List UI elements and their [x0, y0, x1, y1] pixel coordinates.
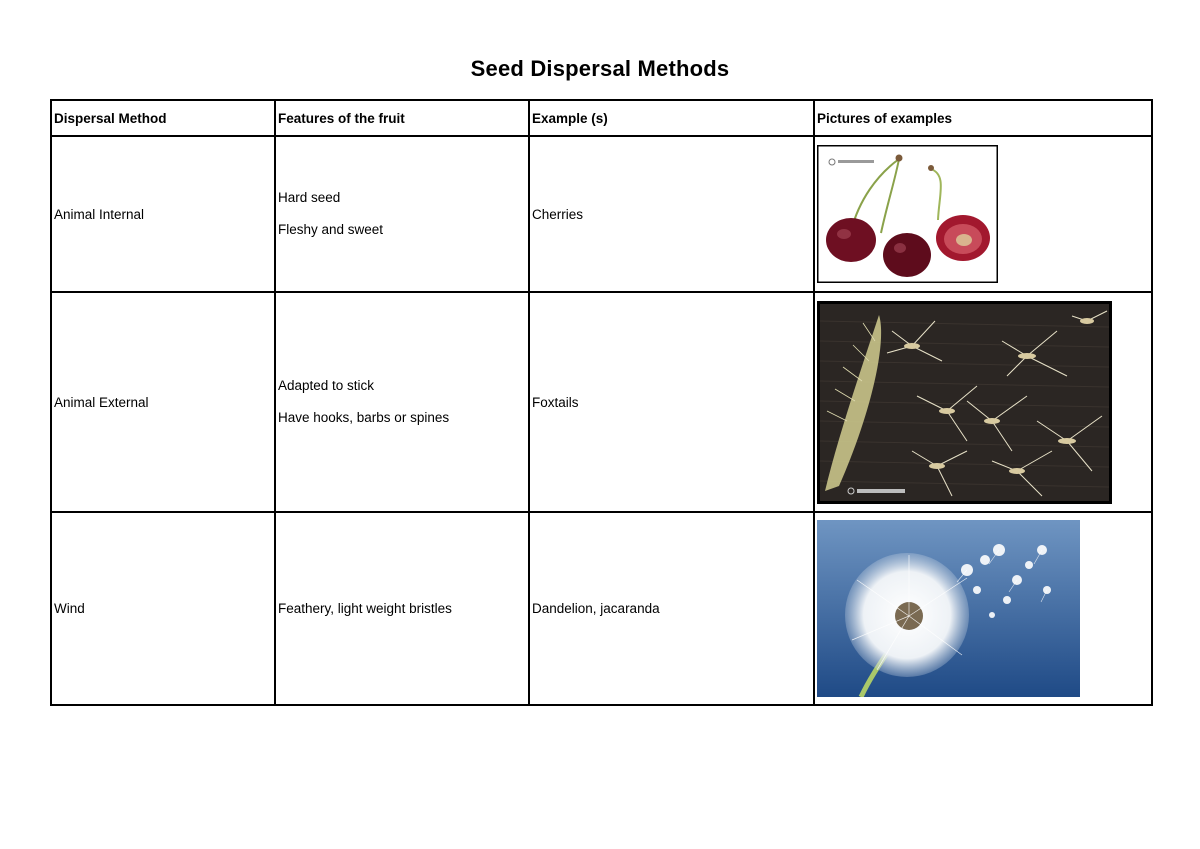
method-cell: Animal External: [51, 292, 275, 512]
method-cell: Wind: [51, 512, 275, 705]
feature-text: Fleshy and sweet: [278, 222, 384, 237]
seed-dispersal-table: [50, 99, 1153, 706]
page-title: Seed Dispersal Methods: [470, 56, 730, 81]
example-cell: Foxtails: [529, 292, 814, 512]
example-cell: Cherries: [529, 136, 814, 292]
table-container: [50, 99, 1153, 706]
header-dispersal-method: Dispersal Method: [51, 100, 275, 136]
feature-text: Have hooks, barbs or spines: [278, 410, 450, 425]
foxtails-photo: [817, 301, 1112, 504]
picture-cell: [814, 292, 1152, 512]
feature-text: Adapted to stick: [278, 378, 375, 393]
features-cell: [275, 292, 529, 512]
picture-cell: [814, 136, 1152, 292]
dandelion-photo: [817, 520, 1080, 697]
table-header-row: [51, 100, 1152, 136]
header-examples: Example (s): [529, 100, 814, 136]
feature-text: Hard seed: [278, 190, 341, 205]
features-cell: [275, 136, 529, 292]
example-cell: Dandelion, jacaranda: [529, 512, 814, 705]
features-cell: [275, 512, 529, 705]
method-cell: Animal Internal: [51, 136, 275, 292]
picture-cell: [814, 512, 1152, 705]
table-row: [51, 136, 1152, 292]
header-features: Features of the fruit: [275, 100, 529, 136]
feature-text: Feathery, light weight bristles: [278, 600, 452, 616]
table-row: [51, 292, 1152, 512]
header-pictures: Pictures of examples: [814, 100, 1152, 136]
table-row: [51, 512, 1152, 705]
cherries-photo: [817, 145, 998, 283]
